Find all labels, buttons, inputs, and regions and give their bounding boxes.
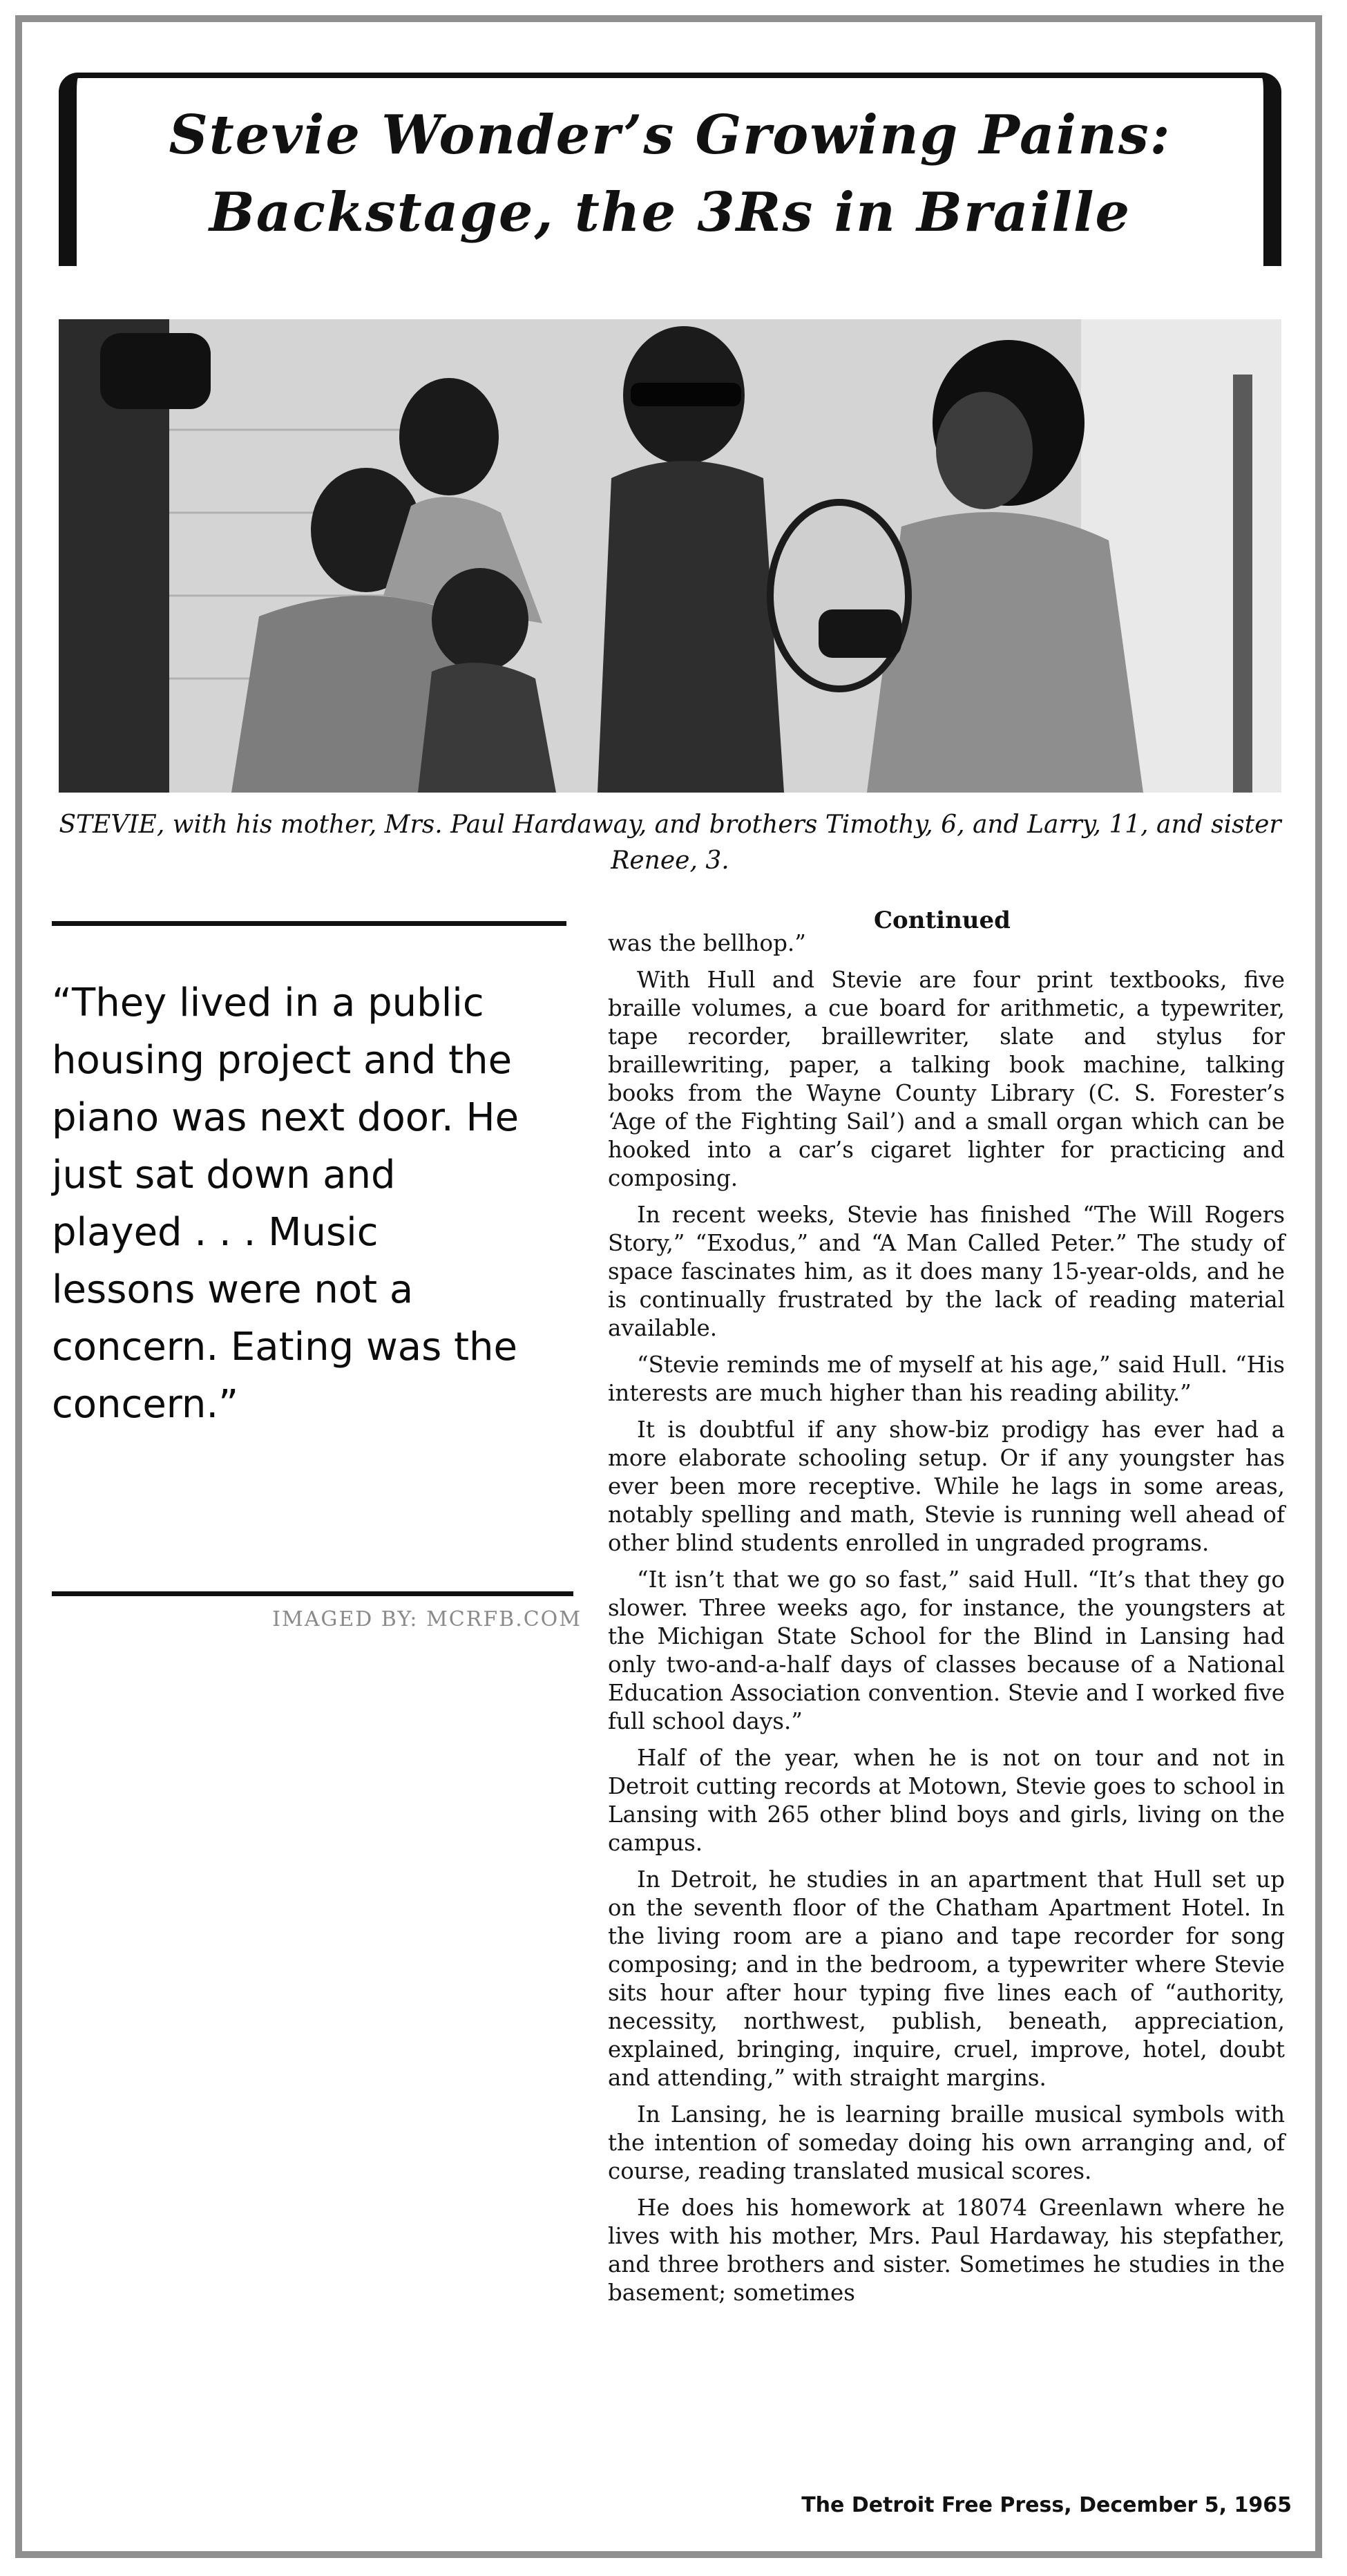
article-body: [608, 929, 1285, 2315]
pull-quote: “They lived in a public housing project and the piano was next door. He just sat down and played . . . Music lessons were not a concern. Eating was the concern.”: [52, 981, 519, 1427]
photo-caption: STEVIE, with his mother, Mrs. Paul Hardaway, and brothers Timothy, 6, and Larry, 11, and sister Renee, 3.: [59, 811, 1281, 875]
article-paragraph: With Hull and Stevie are four print textbooks, five braille volumes, a cue board for arithmetic, a typewriter, tape recorder, braillewriter, slate and stylus for braillewriting, paper, a talking book machine, talking books from the Wayne County Library (C. S. Forester’s ‘Age of the Fighting Sail’) and a small organ which can be hooked into a car’s cigaret lighter for practicing and composing.: [608, 967, 1285, 1191]
article-paragraph: was the bellhop.”: [608, 930, 806, 956]
headline: [97, 97, 1243, 252]
article-paragraph: Half of the year, when he is not on tour and not in Detroit cutting records at Motown, Stevie goes to school in Lansing with 265 other blind boys and girls, living on the campus.: [608, 1745, 1285, 1856]
article-paragraph: In Detroit, he studies in an apartment that Hull set up on the seventh floor of the Chatham Apartment Hotel. In the living room are a piano and tape recorder for song composing; and in the bedroom, a typewriter where Stevie sits hour after hour typing five lines each of “authority, necessity, northwest, publish, beneath, appreciation, explained, bringing, inquire, cruel, improve, hotel, doubt and attending,” with straight margins.: [608, 1866, 1285, 2091]
article-paragraph: It is doubtful if any show-biz prodigy has ever had a more elaborate schooling setup. Or if any youngster has ever been more receptive. While he lags in some areas, notably spelling and math, Stevie is running well ahead of other blind students enrolled in ungraded programs.: [608, 1417, 1285, 1556]
family-photo: [59, 319, 1281, 793]
source-credit: The Detroit Free Press, December 5, 1965: [801, 2493, 1292, 2517]
article-paragraph: He does his homework at 18074 Greenlawn where he lives with his mother, Mrs. Paul Hardaway, his stepfather, and three brothers and sister. Sometimes he studies in the basement; sometimes: [608, 2195, 1285, 2306]
family-photo-illustration: [59, 319, 1281, 793]
pullquote-top-rule: [52, 921, 566, 926]
headline-line-2: Backstage, the 3Rs in Braille: [209, 181, 1131, 244]
article-paragraph: In recent weeks, Stevie has finished “The Will Rogers Story,” “Exodus,” and “A Man Called Peter.” The study of space fascinates him, as it does many 15-year-olds, and he is continually frustrated by the lack of reading material available.: [608, 1202, 1285, 1341]
headline-line-1: Stevie Wonder’s Growing Pains:: [169, 104, 1172, 167]
continued-label: Continued: [874, 907, 1011, 934]
watermark: IMAGED BY: MCRFB.COM: [272, 1607, 582, 1631]
pullquote-bottom-rule: [52, 1591, 573, 1596]
article-paragraph: In Lansing, he is learning braille musical symbols with the intention of someday doing his own arranging and, of course, reading translated musical scores.: [608, 2101, 1285, 2184]
article-paragraph: “It isn’t that we go so fast,” said Hull. “It’s that they go slower. Three weeks ago, for instance, the youngsters at the Michigan State School for the Blind in Lansing had only two-and-a-half days of classes because of a National Education Association convention. Stevie and I worked five full school days.”: [608, 1566, 1285, 1734]
article-paragraph: “Stevie reminds me of myself at his age,” said Hull. “His interests are much higher than his reading ability.”: [608, 1352, 1285, 1406]
